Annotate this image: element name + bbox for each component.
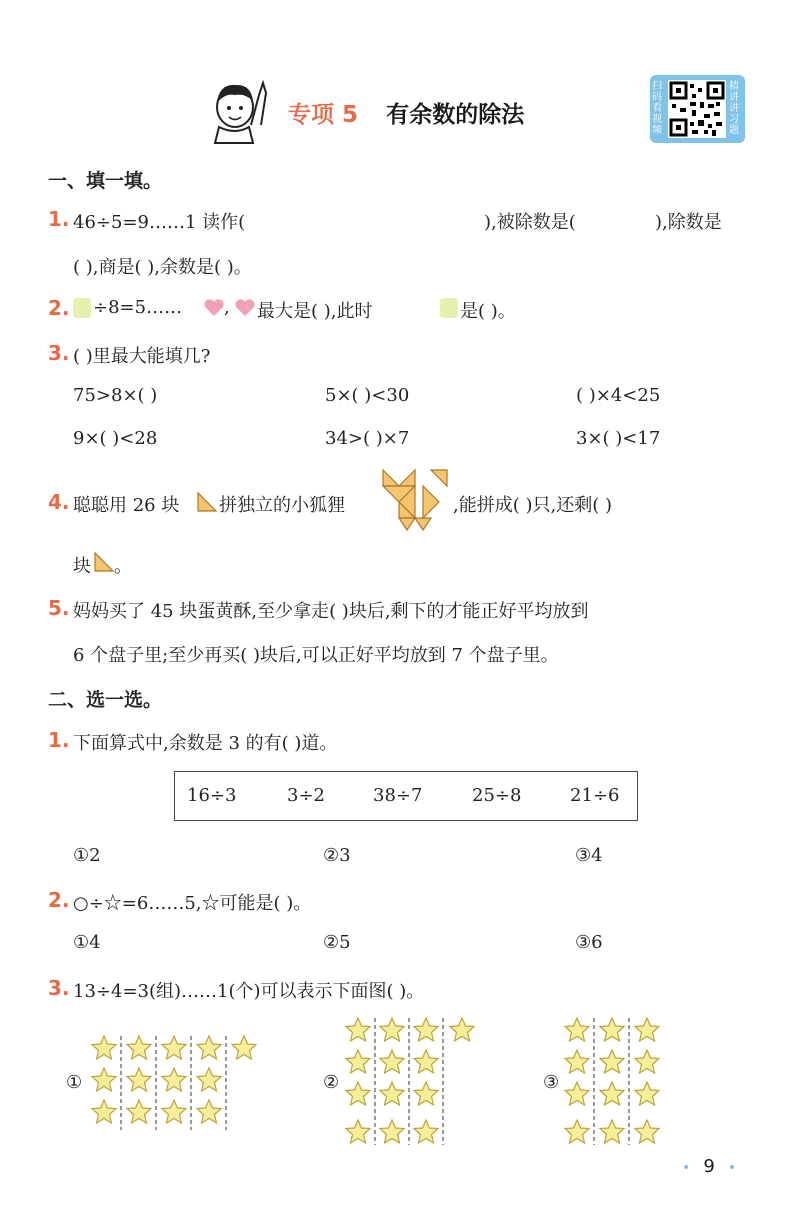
- fill-q2-part-c: 最大是( ),此时: [257, 301, 373, 322]
- star-icon: [565, 1050, 589, 1073]
- choose-q1-option[interactable]: ①2: [73, 845, 101, 866]
- fill-q3-item: ( )×4<25: [576, 385, 661, 406]
- star-icon: [232, 1036, 256, 1059]
- fill-q5-line1: 妈妈买了 45 块蛋黄酥,至少拿走( )块后,剩下的才能正好平均放到: [73, 601, 589, 622]
- fill-q1-part-a: 46÷5=9……1 读作(: [73, 212, 246, 233]
- star-icon: [380, 1082, 404, 1105]
- choose-q3-number: 3.: [48, 976, 70, 1000]
- fill-q3-item: 5×( )<30: [325, 385, 410, 406]
- star-icon: [600, 1018, 624, 1041]
- choose-q3-option-label[interactable]: ①: [66, 1072, 83, 1093]
- star-icon: [127, 1036, 151, 1059]
- star-icon: [380, 1050, 404, 1073]
- choose-q1-number: 1.: [48, 728, 70, 752]
- star-icon: [346, 1050, 370, 1073]
- star-icon: [197, 1068, 221, 1091]
- page-number: [682, 1156, 736, 1177]
- fill-q4-part-a: 聪聪用 26 块: [73, 495, 180, 516]
- fill-q4-number: 4.: [48, 490, 70, 514]
- star-icon: [414, 1120, 438, 1143]
- star-icon: [635, 1082, 659, 1105]
- dot-icon: •: [727, 1160, 737, 1176]
- choose-q3-text: 13÷4=3(组)……1(个)可以表示下面图( )。: [73, 981, 425, 1002]
- expression: 38÷7: [373, 785, 423, 806]
- star-icon: [414, 1018, 438, 1041]
- star-icon: [197, 1100, 221, 1123]
- star-icon: [450, 1018, 474, 1041]
- topic-title: 有余数的除法: [386, 102, 525, 128]
- star-icon: [346, 1082, 370, 1105]
- star-icon: [346, 1120, 370, 1143]
- choose-q1-option[interactable]: ③4: [575, 845, 603, 866]
- choose-q2-number: 2.: [48, 888, 70, 912]
- star-icon: [380, 1018, 404, 1041]
- star-icon: [414, 1082, 438, 1105]
- fill-q5-line2: 6 个盘子里;至少再买( )块后,可以正好平均放到 7 个盘子里。: [73, 645, 559, 666]
- fill-q3-item: 34>( )×7: [325, 428, 410, 449]
- star-icon: [92, 1036, 116, 1059]
- expression: 16÷3: [187, 785, 237, 806]
- choose-q1-text: 下面算式中,余数是 3 的有( )道。: [73, 733, 338, 754]
- fill-q2-comma: ,: [224, 297, 230, 318]
- fill-q5-number: 5.: [48, 596, 70, 620]
- fill-q3-item: 3×( )<17: [576, 428, 661, 449]
- star-icon: [600, 1082, 624, 1105]
- choose-q1-option[interactable]: ②3: [323, 845, 351, 866]
- star-icon: [414, 1050, 438, 1073]
- section-choose-heading: 二、选一选。: [48, 689, 163, 711]
- fill-q3-item: 75>8×( ): [73, 385, 158, 406]
- choose-q2-text: ○÷☆=6……5,☆可能是( )。: [73, 893, 312, 914]
- fill-q2-number: 2.: [48, 296, 70, 320]
- fill-q3-text: ( )里最大能填几?: [73, 346, 211, 367]
- expression: 25÷8: [472, 785, 522, 806]
- star-icon: [346, 1018, 370, 1041]
- choose-q2-option[interactable]: ①4: [73, 932, 101, 953]
- star-icon: [565, 1120, 589, 1143]
- fill-q1-line2: ( ),商是( ),余数是( )。: [73, 257, 252, 278]
- choose-q3-option-label[interactable]: ③: [543, 1072, 560, 1093]
- topic-number: 专项 5: [288, 102, 359, 128]
- star-icon: [635, 1018, 659, 1041]
- fill-q4-part-c: ,能拼成( )只,还剩( ): [453, 495, 612, 516]
- qr-side-left-label: 扫码看视频: [652, 81, 662, 136]
- fill-q1-part-c: ),除数是: [655, 212, 722, 233]
- star-icon: [92, 1068, 116, 1091]
- fill-q3-number: 3.: [48, 341, 70, 365]
- fill-q2-part-a: ÷8=5……: [93, 297, 183, 318]
- fill-q3-item: 9×( )<28: [73, 428, 158, 449]
- star-icon: [162, 1100, 186, 1123]
- star-icon: [600, 1120, 624, 1143]
- star-icon: [197, 1036, 221, 1059]
- star-icon: [600, 1050, 624, 1073]
- star-icon: [92, 1100, 116, 1123]
- star-icon: [162, 1068, 186, 1091]
- choose-q2-option[interactable]: ③6: [575, 932, 603, 953]
- qr-side-right-label: 精讲讲习题: [729, 81, 739, 136]
- star-icon: [565, 1018, 589, 1041]
- section-fill-heading: 一、填一填。: [48, 170, 163, 192]
- expression: 21÷6: [570, 785, 620, 806]
- fill-q1-number: 1.: [48, 207, 70, 231]
- star-icon: [635, 1050, 659, 1073]
- fill-q1-part-b: ),被除数是(: [484, 212, 576, 233]
- star-icon: [162, 1036, 186, 1059]
- star-icon: [380, 1120, 404, 1143]
- fill-q4-end: 。: [114, 556, 132, 577]
- star-icon: [127, 1100, 151, 1123]
- choose-q3-option-label[interactable]: ②: [323, 1072, 340, 1093]
- expression: 3÷2: [287, 785, 325, 806]
- fill-q4-part-b: 拼独立的小狐狸: [219, 495, 345, 516]
- page-number-text: 9: [703, 1156, 715, 1177]
- choose-q2-option[interactable]: ②5: [323, 932, 351, 953]
- fill-q2-part-d: 是( )。: [460, 301, 516, 322]
- star-icon: [565, 1082, 589, 1105]
- star-icon: [127, 1068, 151, 1091]
- fill-q4-line2: 块: [73, 556, 91, 577]
- star-icon: [635, 1120, 659, 1143]
- dot-icon: •: [682, 1160, 691, 1176]
